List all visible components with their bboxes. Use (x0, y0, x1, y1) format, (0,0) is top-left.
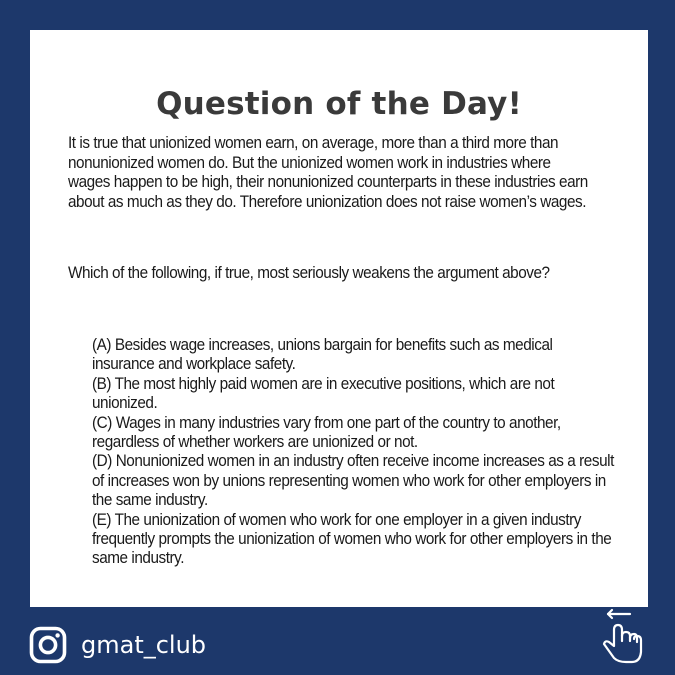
question-prompt: Which of the following, if true, most seriously weakens the argument above? (68, 263, 550, 282)
option-d: (D) Nonunionized women in an industry often receive income increases as a result of increases won by unions representing women who work for other employers in the same industry. (92, 451, 614, 510)
option-a: (A) Besides wage increases, unions bargain for benefits such as medical insurance and workplace safety. (92, 335, 553, 374)
swipe-hand-icon (600, 608, 646, 664)
question-card (30, 30, 648, 607)
social-handle[interactable] (29, 626, 206, 664)
handle-text: gmat_club (81, 631, 207, 659)
answer-options (92, 335, 614, 568)
option-e: (E) The unionization of women who work for one employer in a given industry frequently prompts the unionization of women who work for other employers in the same industry. (92, 509, 612, 568)
page-title: Question of the Day! (156, 86, 522, 122)
instagram-icon (29, 626, 67, 664)
passage-text: It is true that unionized women earn, on average, more than a third more than nonunionized women do. But the unionized women work in industries where wages happen to be high, their nonunionized counterparts in these industries earn about as much as they do. Therefore unionization does not raise women’s wages. (68, 133, 588, 211)
option-c: (C) Wages in many industries vary from one part of the country to another, regardless of whether workers are unionized or not. (92, 412, 561, 452)
option-b: (B) The most highly paid women are in executive positions, which are not unionized. (92, 373, 555, 413)
